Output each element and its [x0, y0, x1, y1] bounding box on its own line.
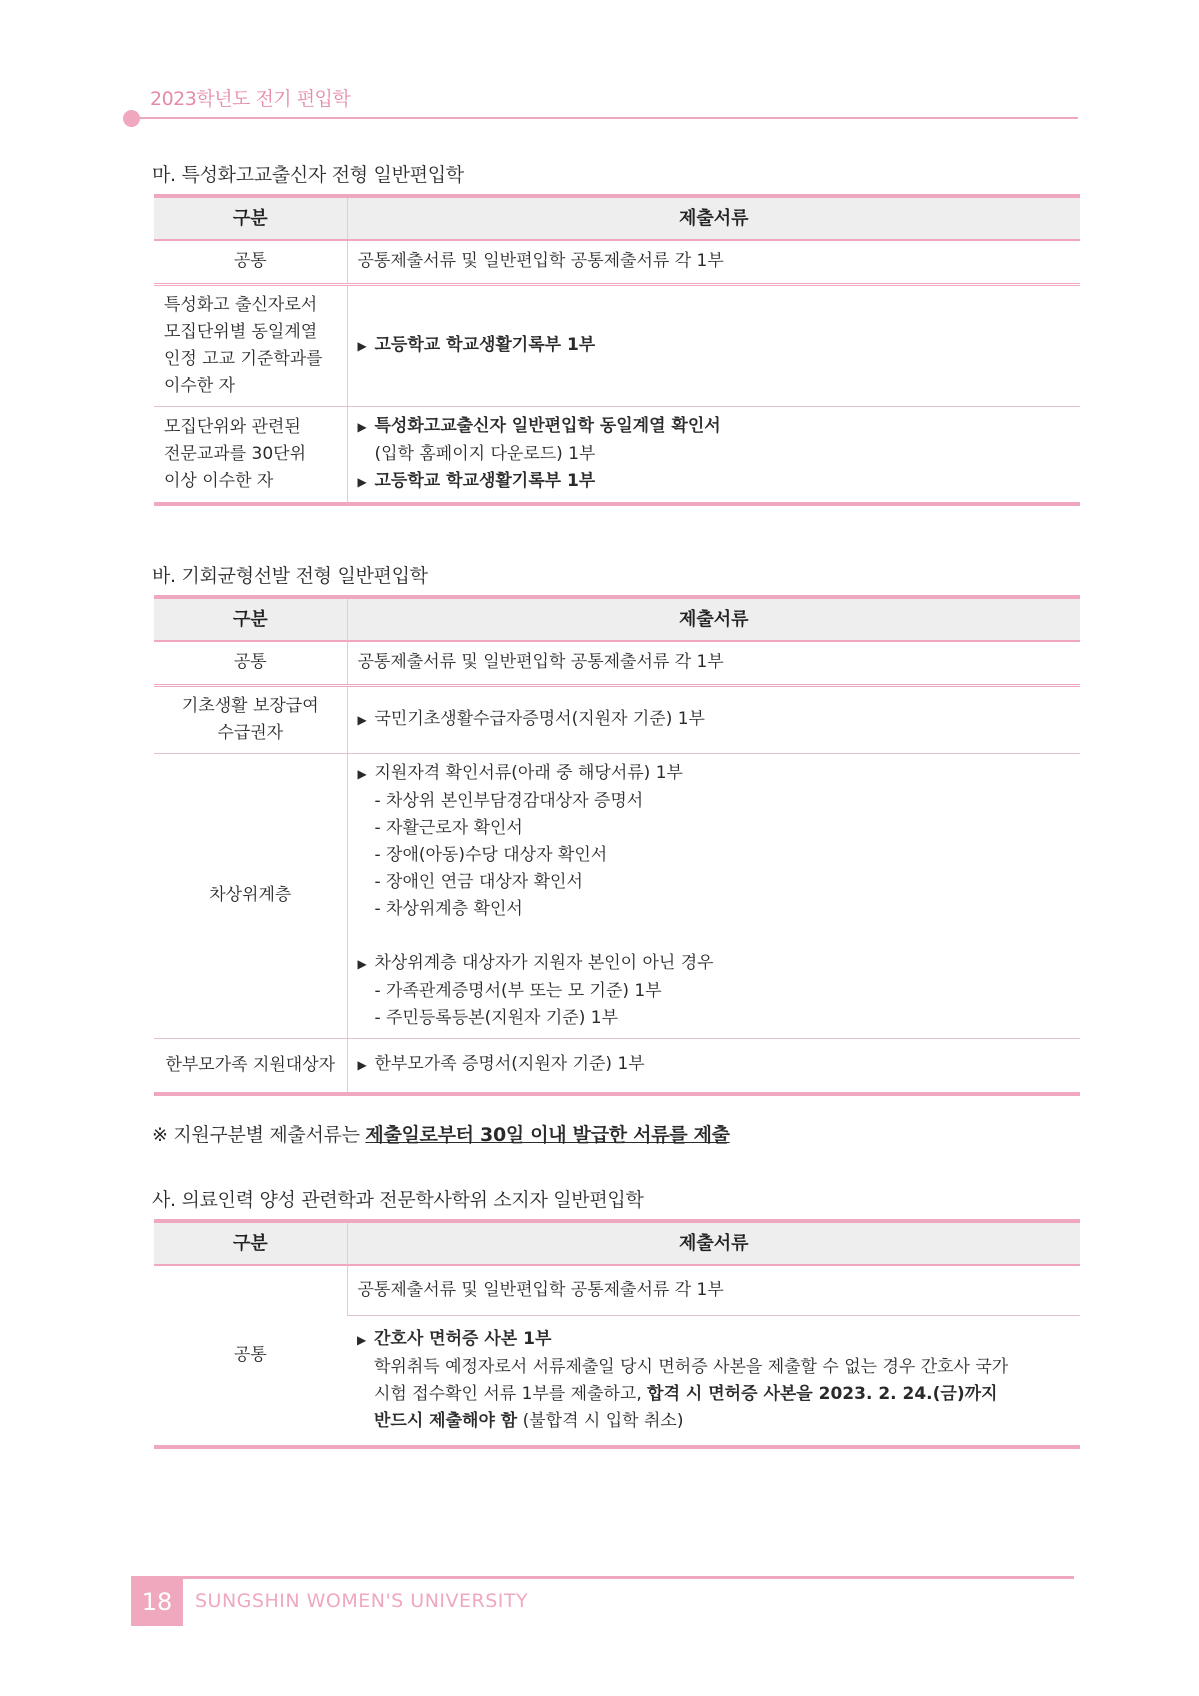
row-doc-ma-1: ▶ 고등학교 학교생활기록부 1부 — [347, 284, 1080, 406]
row-doc-ba-1: ▶ 국민기초생활수급자증명서(지원자 기준) 1부 — [347, 685, 1080, 753]
table-row-common — [154, 240, 1080, 284]
header-divider — [131, 117, 1078, 119]
table-header-row — [154, 1221, 1080, 1265]
row-doc-ba-3: ▶ 한부모가족 증명서(지원자 기준) 1부 — [347, 1038, 1080, 1094]
triangle-bullet-icon: ▶ — [357, 338, 367, 353]
table-row-ba-3 — [154, 1038, 1080, 1094]
submission-note: ※ 지원구분별 제출서류는 제출일로부터 30일 이내 발급한 서류를 제출 — [152, 1124, 730, 1146]
list-item: - 자활근로자 확인서 — [374, 817, 523, 838]
list-item: - 장애인 연금 대상자 확인서 — [374, 871, 583, 892]
column-header-category: 구분 — [154, 597, 347, 641]
triangle-bullet-icon: ▶ — [357, 419, 367, 434]
column-header-category: 구분 — [154, 1221, 347, 1265]
list-item: - 차상위계층 확인서 — [374, 898, 523, 919]
page-number: 18 — [131, 1576, 183, 1626]
table-row-sa-1 — [154, 1265, 1080, 1315]
row-doc-common: 공통제출서류 및 일반편입학 공통제출서류 각 1부 — [347, 641, 1080, 685]
column-header-category: 구분 — [154, 196, 347, 240]
triangle-bullet-icon: ▶ — [357, 1332, 367, 1347]
column-header-documents: 제출서류 — [347, 597, 1080, 641]
row-label-sa: 공통 — [154, 1265, 347, 1447]
row-doc-ma-2: ▶ 특성화고교출신자 일반편입학 동일계열 확인서 (입학 홈페이지 다운로드) 1부 ▶ 고등학교 학교생활기록부 1부 — [347, 406, 1080, 504]
triangle-bullet-icon: ▶ — [357, 766, 367, 781]
triangle-bullet-icon: ▶ — [357, 956, 367, 971]
table-ma — [154, 194, 1080, 506]
table-row-ba-2 — [154, 753, 1080, 1038]
section-title-sa: 사. 의료인력 양성 관련학과 전문학사학위 소지자 일반편입학 — [152, 1189, 644, 1211]
footer-divider — [131, 1576, 1074, 1579]
list-item: - 가족관계증명서(부 또는 모 기준) 1부 — [374, 980, 662, 1001]
row-label-common: 공통 — [154, 240, 347, 284]
column-header-documents: 제출서류 — [347, 1221, 1080, 1265]
list-item: - 장애(아동)수당 대상자 확인서 — [374, 844, 608, 865]
row-doc-sa-2: ▶ 간호사 면허증 사본 1부 학위취득 예정자로서 서류제출일 당시 면허증 사본을 제출할 수 없는 경우 간호사 국가 시험 접수확인 서류 1부를 제출하고, 합격 시 면허증 사본을 2023. 2. 24.(금)까지 반드시 제출해야 함 (불합격 시 입학 취소) — [347, 1315, 1080, 1447]
section-title-ma: 마. 특성화고교출신자 전형 일반편입학 — [152, 164, 464, 186]
table-header-row — [154, 597, 1080, 641]
triangle-bullet-icon: ▶ — [357, 474, 367, 489]
column-header-documents: 제출서류 — [347, 196, 1080, 240]
note-emphasis: 제출일로부터 30일 이내 발급한 서류를 제출 — [365, 1124, 730, 1146]
row-doc-common: 공통제출서류 및 일반편입학 공통제출서류 각 1부 — [347, 240, 1080, 284]
table-ba — [154, 595, 1080, 1096]
triangle-bullet-icon: ▶ — [357, 712, 367, 727]
row-doc-sa-1: 공통제출서류 및 일반편입학 공통제출서류 각 1부 — [347, 1265, 1080, 1315]
row-label-common: 공통 — [154, 641, 347, 685]
table-row-ma-1 — [154, 284, 1080, 406]
page-header-title: 2023학년도 전기 편입학 — [150, 88, 351, 110]
row-label-ma-2: 모집단위와 관련된 전문교과를 30단위 이상 이수한 자 — [154, 406, 347, 504]
section-title-ba: 바. 기회균형선발 전형 일반편입학 — [152, 565, 428, 587]
table-header-row — [154, 196, 1080, 240]
list-item: - 주민등록등본(지원자 기준) 1부 — [374, 1007, 618, 1028]
table-row-common — [154, 641, 1080, 685]
row-label-ba-1: 기초생활 보장급여 수급권자 — [154, 685, 347, 753]
table-row-ba-1 — [154, 685, 1080, 753]
row-label-ma-1: 특성화고 출신자로서 모집단위별 동일계열 인정 고교 기준학과를 이수한 자 — [154, 284, 347, 406]
footer-university-name: SUNGSHIN WOMEN'S UNIVERSITY — [195, 1590, 529, 1612]
row-doc-ba-2: ▶ 지원자격 확인서류(아래 중 해당서류) 1부 - 차상위 본인부담경감대상자 증명서 - 자활근로자 확인서 - 장애(아동)수당 대상자 확인서 - 장애인 연금 대상자 확인서 - 차상위계층 확인서 ▶ 차상위계층 대상자가 지원자 본인이 아닌 경우 - 가족관계증명서(부 또는 모 기준) 1부 - 주민등록등본(지원자 기준) 1부 — [347, 753, 1080, 1038]
table-sa — [154, 1219, 1080, 1449]
triangle-bullet-icon: ▶ — [357, 1058, 367, 1073]
row-label-ba-2: 차상위계층 — [154, 753, 347, 1038]
table-row-ma-2 — [154, 406, 1080, 504]
list-item: - 차상위 본인부담경감대상자 증명서 — [374, 790, 644, 811]
row-label-ba-3: 한부모가족 지원대상자 — [154, 1038, 347, 1094]
